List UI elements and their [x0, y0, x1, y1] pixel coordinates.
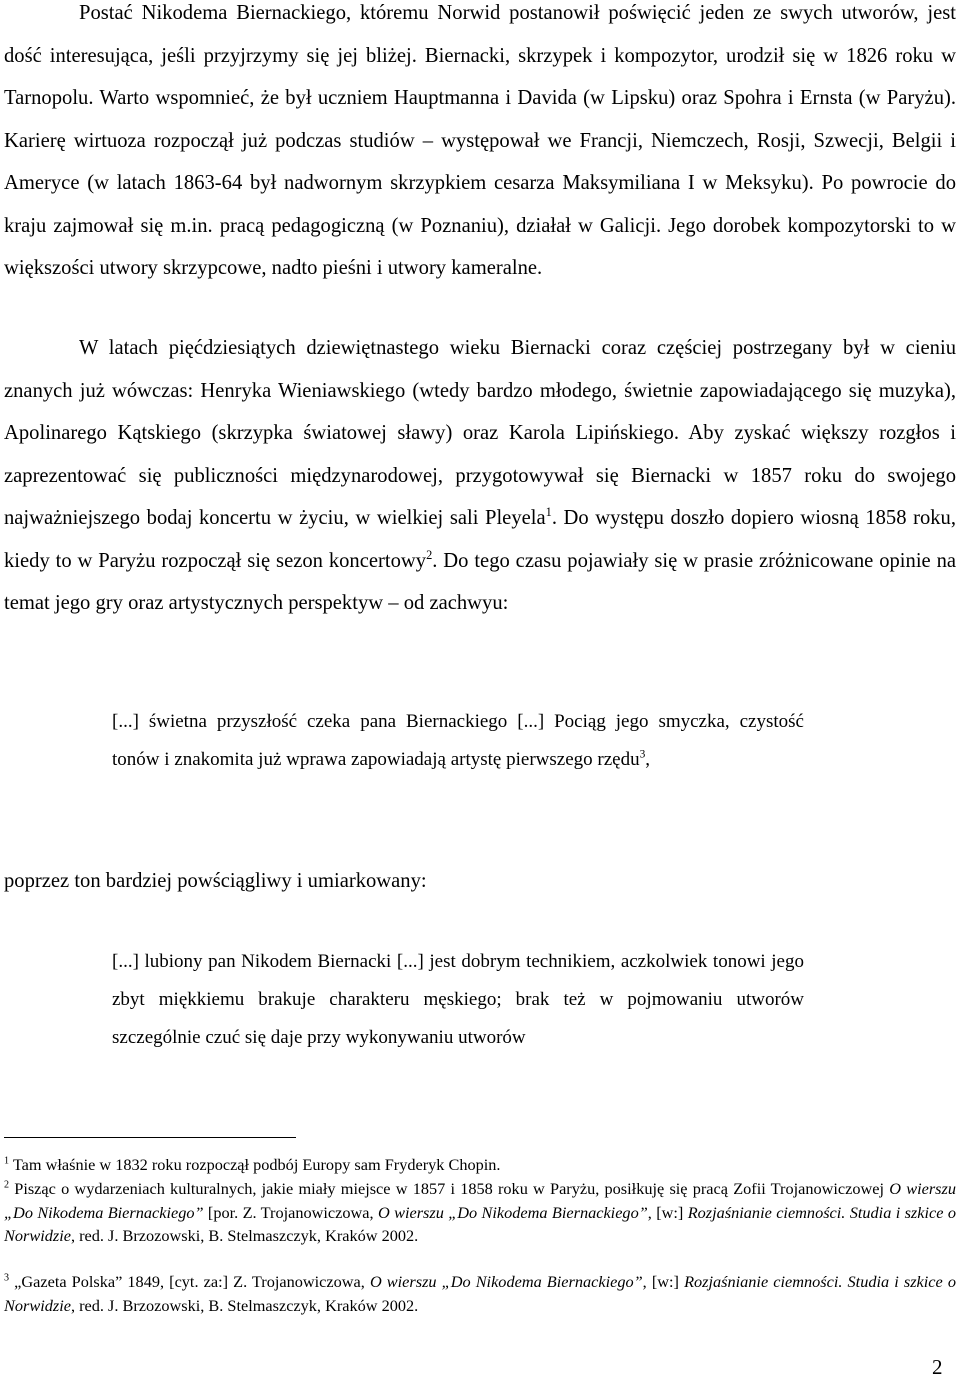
footnote-2 [4, 1177, 956, 1248]
footnote-1 [4, 1153, 956, 1177]
paragraph-2-text-c: . Do tego czasu pojawiały się w prasie zróżnicowane opinie na temat jego gry oraz artystycznych perspektyw – od zachwyu: [4, 549, 957, 614]
block-quote-2 [112, 943, 804, 1057]
footnote-2-book-title: Rozjaśnianie ciemności. Studia i szkice o Norwidzie [4, 1202, 956, 1245]
footnote-1-mark: 1 [4, 1155, 10, 1167]
paragraph-2-text-b: . Do występu doszło dopiero wiosną 1858 roku, kiedy to w Paryżu rozpoczął się sezon koncertowy [4, 507, 956, 572]
footnote-2-title-a: O wierszu „Do Nikodema Biernackiego” [4, 1179, 956, 1222]
footnote-3-text-e: , red. J. Brzozowski, B. Stelmaszczyk, Kraków 2002. [70, 1295, 419, 1315]
footnote-3-text-a: „Gazeta Polska” 1849, [cyt. za:] Z. Trojanowiczowa, [14, 1272, 370, 1291]
footnote-3-mark: 3 [4, 1272, 10, 1284]
footnote-3-title: O wierszu „Do Nikodema Biernackiego” [369, 1272, 643, 1291]
body-paragraph-2 [4, 327, 956, 625]
paragraph-2-text-a: W latach pięćdziesiątych dziewiętnastego wieku Biernacki coraz częściej postrzegany był w cieniu znanych już wówczas: Henryka Wieniawskiego (wtedy bardzo młodego, świetnie zapowiadającego się muzyka), Apolinarego Kątskiego (skrzypka światowej sławy) oraz Karola Lipińskiego. Aby zyskać większy rozgłos i zaprezentować się publiczności międzynarodowej, przygotowywał się Biernacki w 1857 roku do swojego najważniejszego bodaj koncertu w życiu, w wielkiej sali Pleyela [4, 337, 956, 529]
footnote-2-title-b: O wierszu „Do Nikodema Biernackiego” [377, 1202, 648, 1222]
footnote-3 [4, 1270, 956, 1317]
quote-2-text: [...] lubiony pan Nikodem Biernacki [...] jest dobrym technikiem, aczkolwiek tonowi jego zbyt miękkiemu brakuje charakteru męskiego; brak też w pojmowaniu utworów szczególnie czuć się daje przy wykonywaniu utworów [112, 951, 804, 1048]
footnote-2-text-e: , [w:] [647, 1202, 688, 1222]
footnote-2-text-a: Pisząc o wydarzeniach kulturalnych, jakie miały miejsce w 1857 i 1858 roku w Paryżu, posiłkuję się pracą Zofii Trojanowiczowej [14, 1179, 890, 1198]
bridge-sentence: poprzez ton bardziej powściągliwy i umiarkowany: [4, 870, 427, 892]
footnote-1-text: Tam właśnie w 1832 roku rozpoczął podbój Europy sam Fryderyk Chopin. [12, 1155, 501, 1174]
paragraph-1-text: Postać Nikodema Biernackiego, któremu Norwid postanowił poświęcić jeden ze swych utworów, jest dość interesująca, jeśli przyjrzymy się jej bliżej. Biernacki, skrzypek i kompozytor, urodził się w 1826 roku w Tarnopolu. Warto wspomnieć, że był uczniem Hauptmanna i Davida (w Lipsku) oraz Spohra i Ernsta (w Paryżu). Karierę wirtuoza rozpoczął już podczas studiów – występował we Francji, Niemczech, Rosji, Szwecji, Belgii i Ameryce (w latach 1863-64 był nadwornym skrzypkiem cesarza Maksymiliana I w Meksyku). Po powrocie do kraju zajmował się m.in. pracą pedagogiczną (w Poznaniu), działał w Galicji. Jego dorobek kompozytorski to w większości utwory skrzypcowe, nadto pieśni i utwory kameralne. [4, 2, 956, 279]
footnote-2-mark: 2 [4, 1179, 10, 1191]
footnote-3-book-title: Rozjaśnianie ciemności. Studia i szkice o Norwidzie [4, 1272, 956, 1315]
body-paragraph-1 [4, 0, 956, 290]
quote-1-end: , [645, 749, 651, 770]
footnote-2-text-c: [por. Z. Trojanowiczowa, [203, 1202, 378, 1222]
footnote-separator [4, 1137, 296, 1138]
footnote-ref-3[interactable]: 3 [639, 748, 646, 761]
footnote-3-text-c: , [w:] [642, 1272, 685, 1291]
footnote-2-text-g: , red. J. Brzozowski, B. Stelmaszczyk, Kraków 2002. [70, 1226, 419, 1245]
quote-1-text: [...] świetna przyszłość czeka pana Biernackiego [...] Pociąg jego smyczka, czystość tonów i znakomita już wprawa zapowiadają artystę pierwszego rzędu [112, 711, 804, 770]
block-quote-1 [112, 703, 804, 779]
footnote-ref-2[interactable]: 2 [426, 547, 433, 562]
footnote-ref-1[interactable]: 1 [545, 505, 552, 520]
page-number: 2 [932, 1355, 943, 1379]
